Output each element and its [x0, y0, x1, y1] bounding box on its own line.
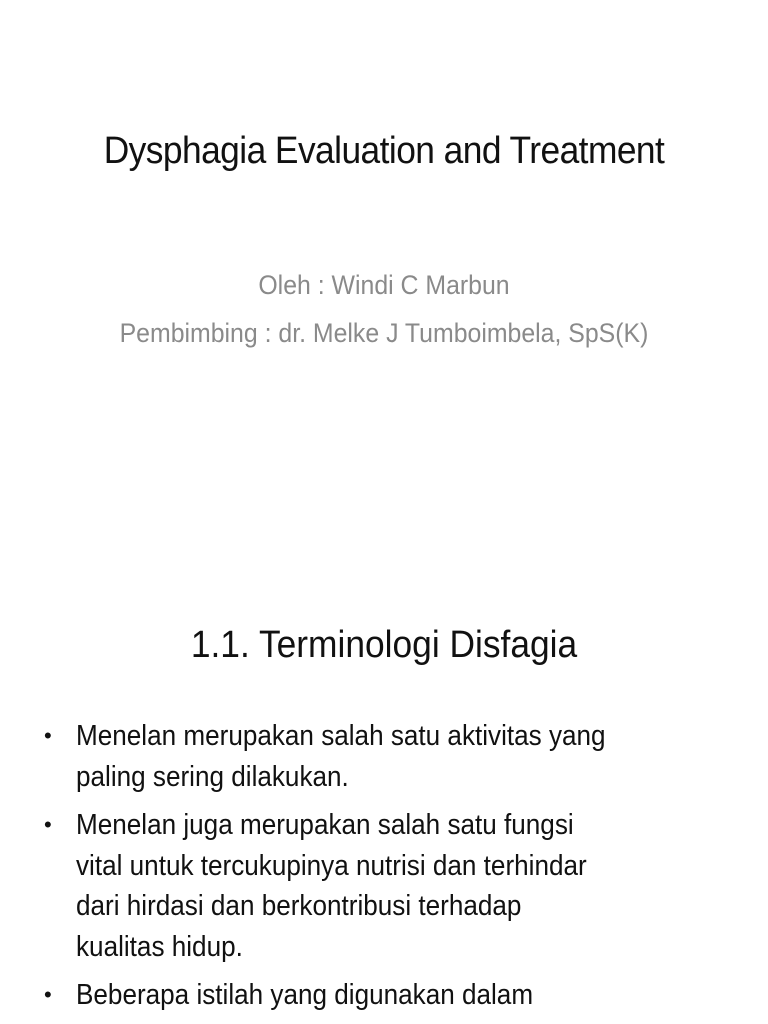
author-line: Oleh : Windi C Marbun [258, 270, 510, 300]
bullet-icon: • [44, 812, 52, 837]
bullet-line: Beberapa istilah yang digunakan dalam [76, 979, 534, 1011]
bullet-line: kualitas hidup. [76, 930, 243, 963]
bullet-line: Menelan juga merupakan salah satu fungsi [76, 809, 574, 841]
bullet-line: dari hirdasi dan berkontribusi terhadap [76, 890, 522, 922]
bullet-line: vital untuk tercukupinya nutrisi dan terhindar [76, 849, 587, 882]
presentation-title: Dysphagia Evaluation and Treatment [103, 130, 665, 172]
bullet-text [76, 975, 742, 1016]
slide-title: 1.1. Terminologi Disfagia [190, 624, 578, 666]
bullet-list [42, 716, 722, 1024]
bullet-item [42, 805, 722, 967]
bullet-line: paling sering dilakukan. [76, 760, 349, 793]
bullet-item [42, 975, 722, 1016]
bullet-text [76, 716, 742, 797]
bullet-text [76, 805, 742, 967]
bullet-icon: • [44, 982, 52, 1007]
supervisor-line: Pembimbing : dr. Melke J Tumboimbela, SpS(K) [119, 318, 649, 348]
bullet-icon: • [44, 723, 52, 748]
bullet-line: Menelan merupakan salah satu aktivitas yang [76, 720, 606, 752]
content-slide [0, 576, 768, 1024]
bullet-item [42, 716, 722, 797]
